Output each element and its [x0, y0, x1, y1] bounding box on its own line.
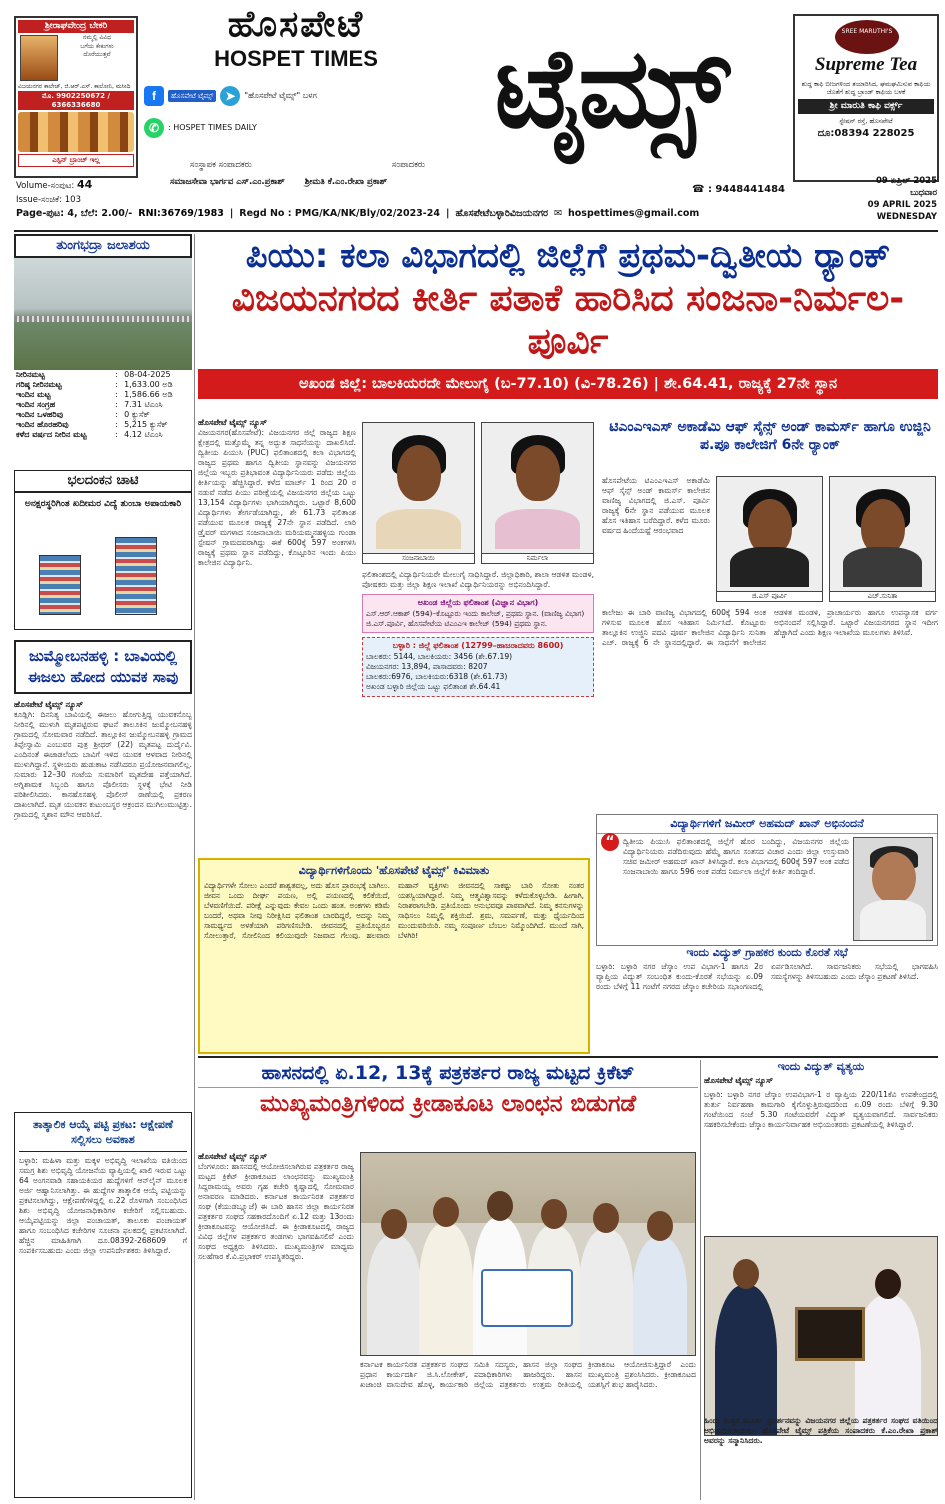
minister-message-box: [596, 814, 938, 946]
dam-stat-label: ಇಂದಿನ ಒಳಹರಿವು: [16, 410, 64, 420]
student-photo-2: [481, 422, 594, 564]
founder-editor-name: ಸಮಾಜಸೇವಾ ಭಾರ್ಗವ ಎಸ್.ಎಂ.ಪ್ರಕಾಶ್: [170, 176, 285, 187]
rank-story: [198, 418, 596, 856]
dam-stat-label: ಇಂದಿನ ಹೊರಹರಿವು: [16, 420, 69, 430]
ballari-line-4: ಅಖಂಡ ಬಳ್ಳಾರಿ ಜಿಲ್ಲೆಯ ಒಟ್ಟು ಫಲಿತಾಂಶ ಶೇ.64.41: [366, 682, 501, 692]
felicitation-caption-wrap: [704, 1416, 938, 1498]
masthead: [0, 0, 945, 232]
student-photo-4: [829, 476, 936, 602]
cricket-story-text: [198, 1152, 354, 1498]
dam-title: ತುಂಗಭದ್ರಾ ಜಲಾಶಯ: [14, 234, 192, 258]
student-photo-1: [362, 422, 475, 564]
ballari-results-head: ಬಳ್ಳಾರಿ : ಜಿಲ್ಲೆ ಫಲಿತಾಂಶ (12799–ಹಾಜರಾದವರು 8600): [392, 640, 564, 650]
date-kannada: 09 ಏಪ್ರಿಲ್ 2025: [876, 176, 937, 186]
dam-photo: [14, 258, 192, 370]
cartoon-book-stack-right: [115, 537, 157, 615]
left-story-byline: ಹೊಸಪೇಟೆ ಟೈಮ್ಸ್ ನ್ಯೂಸ್: [14, 700, 83, 709]
telegram-group-label[interactable]: "ಹೊಸಪೇಟೆ ಟೈಮ್ಸ್" ಬಳಗ: [244, 91, 317, 100]
bakery-advertisement: [14, 16, 138, 178]
whatsapp-label[interactable]: : HOSPET TIMES DAILY: [168, 123, 257, 132]
cartoon-panel: [15, 493, 191, 621]
felicitation-caption: ಹಿಂದು ಉತ್ತರ ಮೂರ್ತಿ ಪ್ರದರ್ಶನವನ್ನು ವಿಜಯನಗರ ಜಿಲ್ಲೆಯ ಪತ್ರಕರ್ತರ ಸಂಘದ ವತಿಯಿಂದ ಅಭಿನಂದಿಸಲಾಯಿತು. ಹೊಸಪೇಟೆ ಟೈಮ್ಸ್ ಪತ್ರಿಕೆಯ ಸಂಪಾದಕರು ಕೆ.ಎಂ.ರೇಖಾ ಪ್ರಕಾಶ್ ಅವರನ್ನು ಸನ್ಮಾನಿಸಿದರು.: [704, 1416, 938, 1446]
facebook-icon[interactable]: f: [144, 86, 164, 106]
cricket-bottom-body: ಕರ್ನಾಟಕ ಕಾರ್ಯನಿರತ ಪತ್ರಕರ್ತರ ಸಂಘದ ಪ್ರಧಾನ ಕಾರ್ಯದರ್ಶಿ ಜಿ.ಸಿ.ಲೋಕೇಶ್, ಖಜಾಂಚಿ ವಾಸುದೇವ ಹೊಳ್ಳ, ಕಾರ್ಯಕಾರಿ ಸಮಿತಿ ಸದಸ್ಯರು, ಹಾಸನ ಜಿಲ್ಲಾ ಸಂಘದ ಪದಾಧಿಕಾರಿಗಳು ಹಾಜರಿದ್ದರು. ಹಾಸನ ಜಿಲ್ಲೆಯ ಪತ್ರಕರ್ತರು ಉತ್ತಮ ರೀತಿಯಲ್ಲಿ ಕ್ರೀಡಾಕೂಟ ಆಯೋಜಿಸುತ್ತಿದ್ದಾರೆ ಎಂದು ಮುಖ್ಯಮಂತ್ರಿ ಪ್ರಶಂಸಿಸಿದರು. ಕ್ರೀಡಾಕೂಟದ ಯಶಸ್ಸಿಗೆ ಶುಭ ಹಾರೈಸಿದರು.: [360, 1360, 696, 1390]
day-english: WEDNESDAY: [876, 211, 937, 222]
founder-editor-label: ಸಂಸ್ಥಾಪಕ ಸಂಪಾದಕರು: [190, 160, 252, 170]
left-story: [14, 640, 192, 1102]
notice-story: [14, 1112, 192, 1498]
left-column-divider: [194, 234, 195, 1500]
dam-stat-row: [14, 380, 192, 390]
district-results-box: [362, 594, 594, 633]
dam-stat-value: 5,215 ಕ್ಯುಸೆಕ್: [124, 420, 168, 430]
bakery-ad-portrait: [20, 35, 58, 81]
dam-stat-label: ಇಂದಿನ ಮಟ್ಟ: [16, 390, 51, 400]
cricket-body: ಬೆಂಗಳೂರು: ಹಾಸನದಲ್ಲಿ ಆಯೋಜಿಸಲಾಗಿರುವ ಪತ್ರಕರ್ತರ ರಾಜ್ಯ ಮಟ್ಟದ ಕ್ರಿಕೆಟ್ ಕ್ರೀಡಾಕೂಟದ ಲಾಂಛನವನ್ನು ಮುಖ್ಯಮಂತ್ರಿ ಸಿದ್ದರಾಮಯ್ಯ ಅವರು ಗೃಹ ಕಚೇರಿ ಕೃಷ್ಣಾದಲ್ಲಿ ಸೋಮವಾರ ಅನಾವರಣ ಮಾಡಿದರು. ಕರ್ನಾಟಕ ಕಾರ್ಯನಿರತ ಪತ್ರಕರ್ತರ ಸಂಘ (ಕೆಯುಡಬ್ಲ್ಯೂಜೆ) ಈ ಬಾರಿ ಹಾಸನ ಜಿಲ್ಲಾ ಕಾರ್ಯನಿರತ ಪತ್ರಕರ್ತರ ಸಂಘದ ಸಹಕಾರದೊಂದಿಗೆ ಏ.12 ಮತ್ತು 13ರಂದು ಕ್ರೀಡಾಕೂಟವನ್ನು ಆಯೋಜಿಸಿದೆ. ಈ ಕ್ರೀಡಾಕೂಟದಲ್ಲಿ ರಾಜ್ಯದ ವಿವಿಧ ಜಿಲ್ಲೆಗಳ ಪತ್ರಕರ್ತರ ತಂಡಗಳು ಭಾಗವಹಿಸಲಿವೆ ಎಂದು ಸಂಘದ ಅಧ್ಯಕ್ಷರು ತಿಳಿಸಿದರು. ಮುಖ್ಯಮಂತ್ರಿಗಳ ಮಾಧ್ಯಮ ಸಲಹೆಗಾರ ಕೆ.ವಿ.ಪ್ರಭಾಕರ್ ಉಪಸ್ಥಿತರಿದ್ದರು.: [198, 1162, 354, 1262]
dam-stat-row: [14, 420, 192, 430]
ballari-line-3: ಬಾಲಕರು:6976, ಬಾಲಕಿಯರು:6318 (ಶೇ.61.73): [366, 672, 508, 682]
dam-status-box: [14, 234, 192, 462]
brand-name-kannada: ಹೊಸಪೇಟೆ: [227, 4, 365, 45]
commerce-rank-headline: ಟಿಎಂಎಇಎಸ್ ಅಕಾಡೆಮಿ ಆಫ್ ಸೈನ್ಸ್ ಅಂಡ್ ಕಾಮರ್ಸ್ ಹಾಗೂ ಉಜ್ಜಿನಿ ಪ.ಪೂ ಕಾಲೇಜಿಗೆ 6ನೇ ರ್‍ಯಾಂಕ್: [609, 419, 931, 454]
masthead-divider: [14, 230, 938, 232]
dam-stat-value: 7.31 ಟಿಎಂಸಿ: [124, 400, 163, 410]
rank-story-right: [362, 570, 594, 854]
tea-ad-desc: ಶುದ್ಧ ಕಾಫಿ ಬೀಜಗಳಿಂದ ತಯಾರಿಸಿದ, ಘಮಘಮಿಸುವ ಕಾಫಿಯ ಜೊತೆಗೆ ಶುದ್ಧ ಬ್ರಾಂಡ್ ಕಾಫಿಯ ಬಳಕೆ: [801, 79, 931, 96]
day-kannada: ಬುಧವಾರ: [910, 187, 937, 198]
minister-message-text: [623, 837, 849, 943]
rni-number: RNI:36769/1983: [138, 208, 224, 219]
notice-body: ಬಳ್ಳಾರಿ: ಮಹಿಳಾ ಮತ್ತು ಮಕ್ಕಳ ಅಭಿವೃದ್ಧಿ ಇಲಾಖೆಯ ವತಿಯಿಂದ ಸಮಗ್ರ ಶಿಶು ಅಭಿವೃದ್ಧಿ ಯೋಜನೆಯ ವ್ಯಾಪ್ತಿಯಲ್ಲಿ ಖಾಲಿ ಇರುವ ಒಟ್ಟು 64 ಅಂಗನವಾಡಿ ಸಹಾಯಕಿಯರ ಹುದ್ದೆಗಳಿಗೆ ಆನ್‌ಲೈನ್ ಮೂಲಕ ಅರ್ಜಿ ಆಹ್ವಾನಿಸಲಾಗಿತ್ತು. ಈ ಹುದ್ದೆಗಳ ತಾತ್ಕಾಲಿಕ ಆಯ್ಕೆ ಪಟ್ಟಿಯನ್ನು ಪ್ರಕಟಿಸಲಾಗಿದ್ದು, ಆಕ್ಷೇಪಣೆಗಳಿದ್ದಲ್ಲಿ ಏ.22 ರೊಳಗಾಗಿ ಸಂಬಂಧಿಸಿದ ಶಿಶು ಅಭಿವೃದ್ಧಿ ಯೋಜನಾಧಿಕಾರಿಗಳ ಕಚೇರಿಗೆ ಸಲ್ಲಿಸಬಹುದು. ಆಯ್ಕೆಪಟ್ಟಿಯನ್ನು ಜಿಲ್ಲಾ ಪಂಚಾಯತ್, ತಾಲೂಕು ಪಂಚಾಯತ್ ಹಾಗೂ ಸಂಬಂಧಿಸಿದ ಕಚೇರಿಗಳ ಸೂಚನಾ ಫಲಕದಲ್ಲಿ ಪ್ರಕಟಿಸಲಾಗಿದೆ. ಹೆಚ್ಚಿನ ಮಾಹಿತಿಗಾಗಿ ದೂ.08392-268609 ಗೆ ಸಂಪರ್ಕಿಸಬಹುದು ಎಂದು ಜಿಲ್ಲಾ ಉಪನಿರ್ದೇಶಕರು ತಿಳಿಸಿದ್ದಾರೆ.: [19, 1155, 187, 1255]
student-photo-4-caption: ಎಚ್.ಸುನಿತಾ: [830, 591, 935, 601]
date-english: 09 APRIL 2025: [867, 199, 937, 210]
editors-block: [170, 160, 670, 187]
dam-stat-label: ಕಳೆದ ವರ್ಷದ ನೀರಿನ ಮಟ್ಟ: [16, 430, 87, 440]
tea-ad-brand: Supreme Tea: [814, 54, 918, 75]
dam-stat-sep: :: [115, 370, 118, 380]
contact-email[interactable]: hospettimes@gmail.com: [568, 208, 700, 219]
student-photo-3: [716, 476, 823, 602]
notice-headline: ತಾತ್ಕಾಲಿಕ ಆಯ್ಕೆ ಪಟ್ಟಿ ಪ್ರಕಟ: ಆಕ್ಷೇಪಣೆ ಸಲ್ಲಿಸಲು ಅವಕಾಶ: [19, 1117, 187, 1152]
brand-name-english: HOSPET TIMES: [214, 46, 378, 71]
dam-stat-value: 1,633.00 ಅಡಿ: [124, 380, 173, 390]
cricket-story-bottom: [360, 1360, 696, 1498]
cricket-headline-2: ಮುಖ್ಯಮಂತ್ರಿಗಳಿಂದ ಕ್ರೀಡಾಕೂಟ ಲಾಂಛನ ಬಿಡುಗಡೆ: [198, 1087, 698, 1120]
felicitation-frame: [795, 1307, 865, 1361]
whatsapp-icon[interactable]: ✆: [144, 118, 164, 138]
felicitation-photo: [704, 1236, 938, 1436]
dam-stat-sep: :: [115, 380, 118, 390]
lead-headline-2: ವಿಜಯನಗರದ ಕೀರ್ತಿ ಪತಾಕೆ ಹಾರಿಸಿದ ಸಂಜನಾ-ನಿರ್ಮಲ-ಪೂರ್ವಿ: [231, 277, 905, 362]
power-outage-headline: ಇಂದು ವಿದ್ಯುತ್ ವ್ಯತ್ಯಯ: [777, 1060, 865, 1073]
issue-info: [16, 176, 92, 207]
dam-stat-row: [14, 390, 192, 400]
lead-headline-1: ಪಿಯು: ಕಲಾ ವಿಭಾಗದಲ್ಲಿ ಜಿಲ್ಲೆಗೆ ಪ್ರಥಮ-ದ್ವಿತೀಯ ರ್‍ಯಾಂಕ್: [245, 236, 891, 276]
issue-number: Issue-ಸಂಚಿಕೆ: 103: [16, 194, 81, 205]
student-advice-body: ವಿದ್ಯಾರ್ಥಿಗಳೇ ಸೋಲು ಎಂದರೆ ಶಾಶ್ವತವಲ್ಲ, ಅದು ಹೊಸ ಪ್ರಾರಂಭಕ್ಕೆ ಬಾಗಿಲು. ಜೀವನ ಒಂದು ದೀರ್ಘ ಪಯಣ, ಅಲ್ಲಿ ಪಯಣದಲ್ಲಿ ಕಲಿಕೆಯಿದೆ, ಬೆಳವಣಿಗೆಯಿದೆ. ಪರೀಕ್ಷೆ ಎನ್ನುವುದು ಕೇವಲ ಒಂದು ಹಂತ. ಅಂಕಗಳು ಕಡಿಮೆ ಬಂದರೆ, ಅಥವಾ ನೀವು ನಿರೀಕ್ಷಿಸಿದ ಫಲಿತಾಂಶ ಬಾರದಿದ್ದರೆ, ಅದನ್ನು ನಿಮ್ಮ ಸಾಮರ್ಥ್ಯದ ಅಳತೆಯಾಗಿ ಪರಿಗಣಿಸಬೇಡಿ. ಜೀವನದಲ್ಲಿ ಪ್ರತಿಯೊಬ್ಬರೂ ಸೋಲುತ್ತಾರೆ, ಸೋಲಿನಿಂದ ಕಲಿಯುವುದೇ ನಿಜವಾದ ಗೆಲುವು. ಹಲವಾರು ಮಹಾನ್ ವ್ಯಕ್ತಿಗಳು ಜೀವನದಲ್ಲಿ ಸಾಕಷ್ಟು ಬಾರಿ ಸೋತು ನಂತರ ಯಶಸ್ವಿಯಾಗಿದ್ದಾರೆ. ನಿಮ್ಮ ಆತ್ಮವಿಶ್ವಾಸವನ್ನು ಕಳೆದುಕೊಳ್ಳಬೇಡಿ. ಹೀಗಾಗಿ, ನಿರಾಶರಾಗಬೇಡಿ. ಪ್ರತಿಯೊಂದು ಅನುಭವವೂ ಪಾಠವಾಗಿದೆ. ನಿಮ್ಮ ಕನಸುಗಳನ್ನು ಸಾಧಿಸಲು ನಿಮ್ಮಲ್ಲಿ ಶಕ್ತಿಯಿದೆ. ಶ್ರಮ, ಸಮರ್ಪಣೆ, ಮತ್ತು ಧೈರ್ಯದಿಂದ ಮುಂದುವರಿಯಿರಿ. ನಮ್ಮ ಸಂಪೂರ್ಣ ಬೆಂಬಲ ನಿಮ್ಮೊಂದಿಗಿದೆ. ಮುಂದೆ ಸಾಗಿ, ಬೆಳಗಿರಿ!: [204, 880, 584, 940]
district-results-head: ಅಖಂಡ ಜಿಲ್ಲೆಯ ಫಲಿತಾಂಶ (ವಿಜ್ಞಾನ ವಿಭಾಗ): [417, 598, 539, 608]
rank-story-body: ವಿಜಯನಗರ(ಹೊಸಪೇಟೆ): ವಿಜಯನಗರ ಜಿಲ್ಲೆ ರಾಜ್ಯದ ಶಿಕ್ಷಣ ಕ್ಷೇತ್ರದಲ್ಲಿ ಮತ್ತೊಮ್ಮೆ ತನ್ನ ಅದ್ಭುತ ಸಾಧನೆಯನ್ನು ದಾಖಲಿಸಿದೆ. ದ್ವಿತೀಯ ಪಿಯುಸಿ (PUC) ಫಲಿತಾಂಶದಲ್ಲಿ ಕಲಾ ವಿಭಾಗದಲ್ಲಿ ರಾಜ್ಯದ ಪ್ರಥಮ ಹಾಗೂ ದ್ವಿತೀಯ ಸ್ಥಾನವನ್ನು ವಿಜಯನಗರ ಜಿಲ್ಲೆಯ ಇಬ್ಬರು ಪ್ರತಿಭಾವಂತ ವಿದ್ಯಾರ್ಥಿನಿಯರು ಪಡೆದು ಜಿಲ್ಲೆಯ ಕೀರ್ತಿಯನ್ನು ಹೆಚ್ಚಿಸಿದ್ದಾರೆ. ಕಳೆದ ಮಾರ್ಚ್ 1 ರಿಂದ 20 ರ ನಡುವೆ ನಡೆದ ಪಿಯು ಪರೀಕ್ಷೆಯಲ್ಲಿ ವಿಜಯನಗರ ಜಿಲ್ಲೆಯ ಒಟ್ಟು 13,154 ವಿದ್ಯಾರ್ಥಿಗಳು ಭಾಗಿಯಾಗಿದ್ದರು. ಒಟ್ಟಾರೆ 8,600 ವಿದ್ಯಾರ್ಥಿಗಳು ತೇರ್ಗಡೆಯಾಗಿದ್ದು, ಶೇ 61.73 ಫಲಿತಾಂಶ ಪಡೆಯುವ ಮೂಲಕ ರಾಜ್ಯಕ್ಕೆ 27ನೇ ಸ್ಥಾನ ಪಡೆದಿದೆ. ಲಾರಿ ಡ್ರೈವರ್ ಮಗಳಾದ ಸಂಜನಾಬಾಯಿ ಮರಿಯಮ್ಮನಹಳ್ಳಿಯ ಗುಂಡಾ ಸ್ಟೇಷನ್ ಗ್ರಾಮದವರಾಗಿದ್ದು ಈಕೆ 600ಕ್ಕೆ 597 ಅಂಕಗಳಿಸಿ ರಾಜ್ಯಕ್ಕೆ ಪ್ರಥಮ ಸ್ಥಾನ ಪಡೆದಿದ್ದು, ಕೊಟ್ಟೂರಿನ ಇಂದು ಪಿಯು ಕಾಲೇಜಿನ ವಿದ್ಯಾರ್ಥಿನಿ.: [198, 428, 356, 568]
power-outage-text: [704, 1090, 938, 1206]
cricket-headline-block: [198, 1060, 698, 1120]
cartoon-caption: ಅನಕ್ಷರಸ್ಥರಿಗಿಂತ ಖದೀಮರ ವಿದ್ಯೆ ತುಂಬಾ ಅಪಾಯಕಾರಿ: [24, 499, 182, 510]
telegram-icon[interactable]: ➤: [220, 86, 240, 106]
student-advice-headline: ವಿದ್ಯಾರ್ಥಿಗಳಿಗೊಂದು 'ಹೊಸಪೇಟೆ ಟೈಮ್ಸ್' ಕಿವಿಮಾತು: [298, 864, 490, 877]
dam-stat-row: [14, 410, 192, 420]
dam-stats-table: [14, 370, 192, 440]
cartoon-book-stack-left: [39, 555, 81, 615]
student-photo-2-caption: ನಿರ್ಮಲಾ: [482, 553, 593, 563]
rank-story-right-body: ಫಲಿತಾಂಶದಲ್ಲಿ ವಿದ್ಯಾರ್ಥಿನಿಯರೇ ಮೇಲುಗೈ ಸಾಧಿಸಿದ್ದಾರೆ. ಜಿಲ್ಲಾಧಿಕಾರಿ, ಶಾಲಾ ಆಡಳಿತ ಮಂಡಳಿ, ಪೋಷಕರು ಮತ್ತು ಜಿಲ್ಲಾ ಶಿಕ್ಷಣ ಇಲಾಖೆ ವಿದ್ಯಾರ್ಥಿನಿಯರನ್ನು ಅಭಿನಂದಿಸಿದ್ದಾರೆ.: [362, 570, 594, 590]
tea-advertisement: [793, 14, 939, 182]
tea-ad-company: ಶ್ರೀ ಮಾರುತಿ ಕಾಫಿ ವರ್ಕ್ಸ್: [798, 99, 934, 114]
ballari-line-2: ವಿಜಯನಗರ: 13,894, ಪಾಸಾದವರು: 8207: [366, 661, 488, 671]
brand-name-large: ಟೈಮ್ಸ್: [494, 23, 726, 152]
dam-stat-label: ಇಂದಿನ ಸಂಗ್ರಹ: [16, 400, 56, 410]
dam-stat-value: 0 ಕ್ಯುಸೆಕ್: [124, 410, 150, 420]
bakery-ad-tag2: ಬಗೆಯ ಕೇಕುಗಳು: [80, 42, 114, 50]
editor-label: ಸಂಪಾದಕರು: [391, 160, 426, 170]
dam-stat-value: 4.12 ಟಿಎಂಸಿ: [124, 430, 163, 440]
commerce-rank-photos: [716, 476, 936, 602]
left-story-headline: ಜುಮ್ಮೋಬನಹಳ್ಳಿ : ಬಾವಿಯಲ್ಲಿ ಈಜಲು ಹೋದ ಯುವಕ ಸಾವು: [14, 640, 192, 694]
bakery-ad-footer: ಎಸ್ಪಿನ್ ಬ್ರಾಂಚ್ ಇಲ್ಲ: [18, 154, 134, 167]
minister-photo: [853, 837, 933, 941]
left-story-body: ಕೂಡ್ಲಿಗಿ: ದಿನನಿತ್ಯ ಬಾವಿಯಲ್ಲಿ ಈಜಲು ಹೋಗುತ್ತಿದ್ದ ಯುವಕನೊಬ್ಬ ನೀರಿನಲ್ಲಿ ಮುಳುಗಿ ಮೃತಪಟ್ಟಿರುವ ಘಟನೆ ತಾಲೂಕಿನ ಜುಮ್ಮೋಬನಹಳ್ಳಿ ಗ್ರಾಮದಲ್ಲಿ ಸೋಮವಾರ ನಡೆದಿದೆ. ತಾಲ್ಲೂಕಿನ ಜುಮ್ಮೋಬನಹಳ್ಳಿ ಗ್ರಾಮದ ತಿಪ್ಪೇಸ್ವಾಮಿ ಎಂಬುವರ ಪುತ್ರ ಶ್ರೀಧರ್ (22) ಮೃತಪಟ್ಟ ದುರ್ದೈವಿ. ಎಂದಿನಂತೆ ಈಜಾಡಲೆಂದು ಬಾವಿಗೆ ಇಳಿದ ಯುವಕ ಆಳವಾದ ನೀರಿನಲ್ಲಿ ಮುಳುಗಿದ್ದಾನೆ. ಸ್ಥಳೀಯರು ಹುಡುಕಾಟ ನಡೆಸಿದರೂ ಪ್ರಯೋಜನವಾಗಲಿಲ್ಲ. ಸುಮಾರು 12–30 ಗಂಟೆಯ ಸುಮಾರಿಗೆ ಮೃತದೇಹ ಪತ್ತೆಯಾಗಿದೆ. ಅಗ್ನಿಶಾಮಕ ಸಿಬ್ಬಂದಿ ಹಾಗೂ ಪೊಲೀಸರು ಸ್ಥಳಕ್ಕೆ ಭೇಟಿ ನೀಡಿ ಪರಿಶೀಲಿಸಿದರು. ಕಾನಹೊಸಹಳ್ಳಿ ಪೊಲೀಸ್ ಠಾಣೆಯಲ್ಲಿ ಪ್ರಕರಣ ದಾಖಲಾಗಿದೆ. ಮೃತ ಯುವಕನ ಕುಟುಂಬಸ್ಥರ ಆಕ್ರಂದನ ಮುಗಿಲುಮುಟ್ಟಿತ್ತು. ಗ್ರಾಮದಲ್ಲಿ ಸ್ಮಶಾನ ಮೌನ ಆವರಿಸಿದೆ.: [14, 710, 192, 820]
brand-name-small: [172, 2, 420, 73]
lead-headline-block: [198, 236, 938, 399]
mail-icon: ✉: [554, 208, 562, 219]
bakery-ad-address: ವಿಜಯನಗರ ಕಾಲೇಜ್, ಜಿ.ಆರ್.ಎಸ್. ಕಾಲೋನಿ, ಮಸೀದಿ: [18, 83, 131, 91]
registration-line: Page-ಪುಟ: 4, ಬೆಲೆ: 2.00/- RNI:36769/1983 | Regd No : PMG/KA/NK/Bly/02/2023-24 | ಹೊಸಪೇಟೆಬಳ್ಳಾರಿವಿಜಯನಗರ ✉ hospettimes@gmail.com: [16, 208, 700, 219]
dam-stat-value: 1,586.66 ಅಡಿ: [124, 390, 173, 400]
cricket-logo-launch-photo: [360, 1152, 696, 1356]
tea-ad-phone: ದೂ:08394 228025: [817, 128, 915, 140]
ballari-line-1: ಬಾಲಕರು: 5144, ಬಾಲಕಿಯರು: 3456 (ಶೇ.67.19): [366, 651, 513, 661]
publication-place: ಹೊಸಪೇಟೆಬಳ್ಳಾರಿವಿಜಯನಗರ: [455, 208, 549, 219]
power-meeting-story: [596, 946, 938, 1054]
power-meeting-body: ಬಳ್ಳಾರಿ: ಬಳ್ಳಾರಿ ನಗರ ಜೆಸ್ಕಾಂ ಉಪ ವಿಭಾಗ-1 ಹಾಗೂ 2ರ ವ್ಯಾಪ್ತಿಯ ವಿದ್ಯುತ್ ಸಂಬಂಧಿತ ಕುಂದು-ಕೊರತೆ ಸಭೆಯನ್ನು ಏ.09 ರಂದು ಬೆಳಿಗ್ಗೆ 11 ಗಂಟೆಗೆ ನಗರದ ಜೆಸ್ಕಾಂ ಕಚೇರಿಯ ಸಭಾಂಗಣದಲ್ಲಿ ಏರ್ಪಡಿಸಲಾಗಿದೆ. ಸಾರ್ವಜನಿಕರು ಸಭೆಯಲ್ಲಿ ಭಾಗವಹಿಸಿ ಸಮಸ್ಯೆಗಳನ್ನು ತಿಳಿಸಬಹುದು ಎಂದು ಜೆಸ್ಕಾಂ ಪ್ರಕಟಣೆ ತಿಳಿಸಿದೆ.: [596, 961, 938, 991]
bakery-ad-title: ಶ್ರೀರಾಘವೇಂದ್ರ ಬೇಕರಿ: [18, 20, 134, 33]
dam-stat-row: [14, 400, 192, 410]
tea-ad-address: ಸ್ಟೇಷನ್ ರಸ್ತೆ, ಹೊಸಪೇಟೆ: [839, 117, 893, 126]
student-photo-1-caption: ಸಂಜನಾಬಾಯಿ: [363, 553, 474, 563]
power-outage-story: [704, 1060, 938, 1498]
cartoon-box: [14, 470, 192, 630]
ballari-results-box: [362, 637, 594, 697]
dam-stat-sep: :: [115, 400, 118, 410]
power-outage-byline: ಹೊಸಪೇಟೆ ಟೈಮ್ಸ್ ನ್ಯೂಸ್: [704, 1075, 773, 1085]
bakery-ad-food-image: [18, 112, 134, 152]
facebook-page-label[interactable]: ಹೊಸಪೇಟೆ ಟೈಮ್ಸ್: [168, 90, 216, 103]
pages-price: Page-ಪುಟ: 4, ಬೆಲೆ: 2.00/-: [16, 208, 133, 219]
dam-stat-row: [14, 370, 192, 380]
dam-stat-label: ಗರಿಷ್ಠ ನೀರಿನಮಟ್ಟ: [16, 380, 62, 390]
quote-icon: “: [601, 833, 619, 851]
editor-name: ಶ್ರೀಮತಿ ಕೆ.ಎಂ.ರೇಖಾ ಪ್ರಕಾಶ್: [304, 176, 388, 187]
cricket-byline: ಹೊಸಪೇಟೆ ಟೈಮ್ಸ್ ನ್ಯೂಸ್: [198, 1152, 267, 1161]
dam-stat-label: ನೀರಿನಮಟ್ಟ: [16, 370, 45, 380]
bakery-ad-tag3: ದೊರೆಯುತ್ತವೆ: [83, 51, 111, 59]
commerce-rank-body: ಕಾಲೇಜು ಈ ಬಾರಿ ವಾಣಿಜ್ಯ ವಿಭಾಗದಲ್ಲಿ 600ಕ್ಕೆ 594 ಅಂಕ ಗಳಿಸುವ ಮೂಲಕ ಹೊಸ ಇತಿಹಾಸ ನಿರ್ಮಿಸಿದೆ. ಕೊಟ್ಟೂರು ತಾಲ್ಲೂಕಿನ ಉಜ್ಜಿನಿ ಪದವಿ ಪೂರ್ವ ಕಾಲೇಜಿನ ವಿದ್ಯಾರ್ಥಿನಿ ಸುನಿತಾ ಎಚ್. ರಾಜ್ಯಕ್ಕೆ 6 ನೇ ಸ್ಥಾನದಲ್ಲಿದ್ದಾರೆ. ಈ ಸಾಧನೆಗೆ ಕಾಲೇಜಿನ ಆಡಳಿತ ಮಂಡಳಿ, ಪ್ರಾಚಾರ್ಯರು ಹಾಗೂ ಉಪನ್ಯಾಸಕ ವರ್ಗ ಅಭಿನಂದನೆ ಸಲ್ಲಿಸಿದ್ದಾರೆ. ಒಟ್ಟಾರೆ ವಿಜಯನಗರದ ಸ್ಥಾನ ಇದೀಗ ಹೆಚ್ಚಾಗಿದೆ ಎಂದು ಶಿಕ್ಷಣ ಇಲಾಖೆಯ ಮೂಲಗಳು ತಿಳಿಸಿವೆ.: [602, 608, 938, 648]
tea-ad-seal: SREE MARUTHI'S: [835, 20, 899, 54]
volume-number: 44: [77, 178, 93, 191]
rank-story-byline: ಹೊಸಪೇಟೆ ಟೈಮ್ಸ್ ನ್ಯೂಸ್: [198, 418, 267, 427]
bakery-ad-tag1: ನಮ್ಮಲ್ಲಿ ವಿವಿಧ: [83, 34, 111, 42]
cricket-headline-1: ಹಾಸನದಲ್ಲಿ ಏ.12, 13ಕ್ಕೆ ಪತ್ರಕರ್ತರ ರಾಜ್ಯ ಮಟ್ಟದ ಕ್ರಿಕೆಟ್: [261, 1062, 635, 1084]
rank-story-photos: [362, 422, 594, 564]
student-photo-3-caption: ಜಿ.ಎಸ್ ಪೂರ್ವಿ: [717, 591, 822, 601]
power-outage-body: ಬಳ್ಳಾರಿ: ಬಳ್ಳಾರಿ ನಗರ ಜೆಸ್ಕಾಂ ಉಪವಿಭಾಗ-1 ರ ವ್ಯಾಪ್ತಿಯ 220/11ಕೆವಿ ಉಪಕೇಂದ್ರದಲ್ಲಿ ತುರ್ತು ನಿರ್ವಹಣಾ ಕಾಮಗಾರಿ ಕೈಗೊಳ್ಳುತ್ತಿರುವುದರಿಂದ ಏ.09 ರಂದು ಬೆಳಿಗ್ಗೆ 9.30 ಗಂಟೆಯಿಂದ ಸಂಜೆ 5.30 ಗಂಟೆಯವರೆಗೆ ವಿದ್ಯುತ್ ವ್ಯತ್ಯಯವಾಗಲಿದೆ. ಸಾರ್ವಜನಿಕರು ಸಹಕರಿಸಬೇಕೆಂದು ಜೆಸ್ಕಾಂ ಕಾರ್ಯನಿರ್ವಾಹಕ ಅಭಿಯಂತರರು ಪ್ರಕಟಣೆಯಲ್ಲಿ ತಿಳಿಸಿದ್ದಾರೆ.: [704, 1090, 938, 1130]
cricket-logo-poster: [481, 1269, 573, 1327]
registration-number: Regd No : PMG/KA/NK/Bly/02/2023-24: [239, 208, 440, 219]
minister-message-body: ದ್ವಿತೀಯ ಪಿಯುಸಿ ಫಲಿತಾಂಶದಲ್ಲಿ ಜಿಲ್ಲೆಗೆ ಹೊರ ಬಂದಿದ್ದು, ವಿಜಯನಗರ ಜಿಲ್ಲೆಯ ವಿದ್ಯಾರ್ಥಿನಿಯರು ಪಡೆದಿರುವುದು ಹೆಮ್ಮೆ ಹಾಗೂ ಸಂತಸದ ವಿಚಾರ ಎಂದು ಜಿಲ್ಲಾ ಉಸ್ತುವಾರಿ ಸಚಿವ ಜಮೀರ್ ಅಹಮದ್ ಖಾನ್ ತಿಳಿಸಿದ್ದಾರೆ. ಕಲಾ ವಿಭಾಗದಲ್ಲಿ 600ಕ್ಕೆ 597 ಅಂಕ ಪಡೆದ ಸಂಜನಾಬಾಯಿ ಹಾಗೂ 596 ಅಂಕ ಪಡೆದ ನಿರ್ಮಲಾ ಜಿಲ್ಲೆಗೆ ಕೀರ್ತಿ ತಂದಿದ್ದಾರೆ.: [623, 837, 849, 877]
dam-stat-sep: :: [115, 420, 118, 430]
dam-stat-row: [14, 430, 192, 440]
lead-results-bar: ಅಖಂಡ ಜಿಲ್ಲೆ: ಬಾಲಕಿಯರದೇ ಮೇಲುಗೈ (ಬ-77.10) (ವಿ-78.26) | ಶೇ.64.41, ರಾಜ್ಯಕ್ಕೆ 27ನೇ ಸ್ಥಾನ: [198, 369, 938, 399]
commerce-rank-lead: [602, 476, 710, 602]
cartoon-title: ಭಲದಂಕನ ಚಾಟಿ: [15, 471, 191, 493]
commerce-rank-story: [602, 418, 938, 812]
dam-stat-value: 08-04-2025: [124, 370, 171, 380]
right-column-divider: [700, 1060, 701, 1500]
volume-label: Volume-ಸಂಪುಟ:: [16, 181, 75, 191]
district-results-body: ಎಸ್.ಆರ್.ಆಕಾಶ್ (594)–ಕೊಟ್ಟೂರು ಇಂದು ಕಾಲೇಜ್, ಪ್ರಥಮ ಸ್ಥಾನ. (ವಾಣಿಜ್ಯ ವಿಭಾಗ) ಜಿ.ಎಸ್.ಪೂರ್ವಿ, ಹೊಸಪೇಟೆಯ ಟಿಎಂಎಇ ಕಾಲೇಜ್ (594) ಪ್ರಥಮ ಸ್ಥಾನ.: [366, 608, 585, 628]
student-advice-box: [198, 858, 590, 1054]
section-divider: [198, 1056, 938, 1058]
masthead-phone: ☎ : 9448441484: [692, 184, 785, 195]
dam-stat-sep: :: [115, 410, 118, 420]
commerce-rank-lead-body: ಹೊಸಪೇಟೆಯ ಟಿಎಂಎಇಎಸ್ ಅಕಾಡೆಮಿ ಆಫ್ ಸೈನ್ಸ್ ಅಂಡ್ ಕಾಮರ್ಸ್ ಕಾಲೇಜಿನ ವಾಣಿಜ್ಯ ವಿಭಾಗದಲ್ಲಿ ಜಿ.ಎಸ್. ಪೂರ್ವಿ ರಾಜ್ಯಕ್ಕೆ 6ನೇ ಸ್ಥಾನ ಪಡೆಯುವ ಮೂಲಕ ಹೊಸ ಇತಿಹಾಸ ಬರೆದಿದ್ದಾರೆ. ಕಳೆದ ಮೂರು ವರ್ಷದ ಹಿಂದೆಯಷ್ಟೆ ಆರಂಭವಾದ: [602, 476, 710, 536]
rank-story-text: [198, 418, 356, 856]
dam-stat-sep: :: [115, 390, 118, 400]
commerce-rank-body-wrap: [602, 608, 938, 808]
bakery-ad-phone: ಮೊ. 9902250672 / 6366336680: [18, 91, 134, 111]
dam-stat-sep: :: [115, 430, 118, 440]
social-links: [144, 86, 434, 144]
minister-message-headline: ವಿದ್ಯಾರ್ಥಿಗಳಿಗೆ ಜಮೀರ್ ಅಹಮದ್ ಖಾನ್ ಅಭಿನಂದನೆ: [597, 815, 937, 834]
power-meeting-headline: ಇಂದು ವಿದ್ಯುತ್ ಗ್ರಾಹಕರ ಕುಂದು ಕೊರತೆ ಸಭೆ: [686, 946, 848, 959]
